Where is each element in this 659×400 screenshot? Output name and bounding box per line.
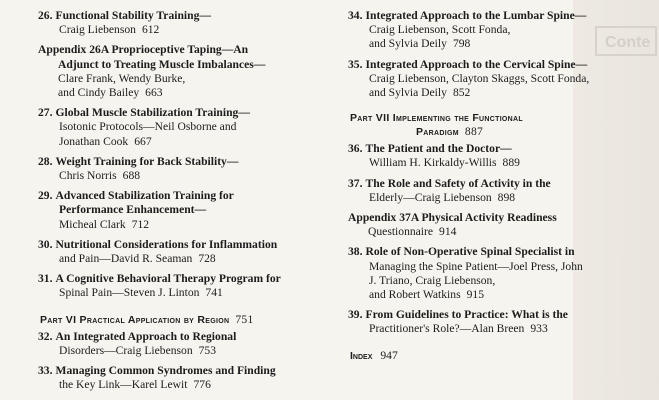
chapter-entry xyxy=(38,9,338,37)
part-label-cont: Paradigm xyxy=(416,126,459,139)
entry-title xyxy=(348,211,640,225)
page-number: 889 xyxy=(502,156,520,170)
page-number: 712 xyxy=(131,217,150,231)
chapter-number: 28. xyxy=(38,154,53,168)
author-line: Managing the Spine Patient—Joel Press, John xyxy=(369,259,583,273)
part-page: 887 xyxy=(464,125,484,139)
chapter-entry xyxy=(348,245,640,302)
appendix-entry xyxy=(348,211,640,239)
page-number: 612 xyxy=(141,23,160,37)
chapter-title: Managing Common Syndromes and Finding xyxy=(55,364,276,378)
chapter-number: 38. xyxy=(348,245,363,259)
entry-title xyxy=(38,189,338,203)
part-heading xyxy=(40,313,338,327)
chapter-number: 33. xyxy=(38,364,53,378)
entry-title xyxy=(38,9,338,23)
chapter-entry xyxy=(38,106,338,149)
chapter-title: From Guidelines to Practice: What is the xyxy=(365,308,568,322)
chapter-number: 37. xyxy=(348,176,363,190)
ghost-heading: Conte xyxy=(595,26,657,56)
chapter-number: 27. xyxy=(38,106,53,120)
part-label: Part VI Practical Application by Region xyxy=(40,313,230,326)
author-line: Jonathan Cook 667 xyxy=(59,134,152,148)
page-number: 933 xyxy=(530,322,548,336)
author-line: and Cindy Bailey 663 xyxy=(58,86,163,100)
page-number: 852 xyxy=(452,86,471,100)
entry-title xyxy=(38,272,338,286)
author-line: Craig Liebenson, Scott Fonda, xyxy=(369,23,511,37)
page-number: 798 xyxy=(452,37,471,51)
author-line: the Key Link—Karel Lewit 776 xyxy=(59,378,211,392)
chapter-title: Integrated Approach to the Cervical Spine— xyxy=(365,57,588,71)
chapter-title: Appendix 37A Physical Activity Readiness xyxy=(348,211,557,225)
entry-title xyxy=(38,330,338,344)
page-number: 915 xyxy=(466,288,484,302)
chapter-entry xyxy=(348,308,640,336)
chapter-title: Appendix 26A Proprioceptive Taping—An xyxy=(38,43,249,57)
chapter-title: Functional Stability Training— xyxy=(55,9,211,22)
author-line: and Sylvia Deily 798 xyxy=(369,37,471,51)
author-line: Practitioner's Role?—Alan Breen 933 xyxy=(369,322,548,336)
left-column xyxy=(38,9,338,398)
chapter-entry xyxy=(38,189,338,232)
chapter-title: The Patient and the Doctor— xyxy=(365,142,512,156)
page-number: 776 xyxy=(193,378,211,392)
chapter-title: Integrated Approach to the Lumbar Spine— xyxy=(365,9,587,22)
author-line: J. Triano, Craig Liebenson, xyxy=(369,273,496,287)
author-line: Disorders—Craig Liebenson 753 xyxy=(59,343,217,357)
page-number: 728 xyxy=(198,252,216,266)
chapter-entry xyxy=(348,58,640,101)
title-continuation: Performance Enhancement— xyxy=(59,203,207,217)
chapter-entry xyxy=(38,272,338,300)
author-line: Micheal Clark 712 xyxy=(59,217,150,231)
entry-title xyxy=(348,58,640,72)
page-number: 741 xyxy=(205,286,223,300)
entry-title xyxy=(348,177,640,191)
chapter-number: 39. xyxy=(348,308,363,322)
part-page: 751 xyxy=(235,312,254,326)
entry-title xyxy=(348,308,640,322)
author-line: and Robert Watkins 915 xyxy=(369,288,484,302)
author-line: Elderly—Craig Liebenson 898 xyxy=(369,190,516,204)
page-number: 914 xyxy=(439,225,457,239)
index-label: Index xyxy=(350,349,373,362)
chapter-title: Nutritional Considerations for Inflammation xyxy=(55,237,278,251)
index-page: 947 xyxy=(380,348,398,362)
entry-title xyxy=(38,364,338,378)
chapter-number: 34. xyxy=(348,9,363,22)
author-line: Clare Frank, Wendy Burke, xyxy=(58,71,186,85)
chapter-number: 30. xyxy=(38,237,53,251)
chapter-number: 29. xyxy=(38,189,53,203)
page-number: 688 xyxy=(122,169,141,183)
entry-title xyxy=(38,106,338,120)
author-line: and Sylvia Deily 852 xyxy=(369,86,471,100)
chapter-entry xyxy=(348,177,640,205)
page-number: 663 xyxy=(145,86,163,100)
entry-title xyxy=(38,43,338,57)
right-column xyxy=(348,9,640,362)
part-label: Part VII Implementing the Functional xyxy=(350,112,523,125)
author-line: Craig Liebenson 612 xyxy=(59,23,160,37)
chapter-title: Advanced Stabilization Training for xyxy=(55,189,234,203)
chapter-entry xyxy=(38,238,338,266)
chapter-title: Role of Non-Operative Spinal Specialist in xyxy=(365,245,575,259)
entry-title xyxy=(348,9,640,23)
chapter-title: The Role and Safety of Activity in the xyxy=(365,176,551,190)
author-line: William H. Kirkaldy-Willis 889 xyxy=(369,156,520,170)
entry-title xyxy=(348,142,640,156)
author-line: Isotonic Protocols—Neil Osborne and xyxy=(59,120,237,134)
chapter-number: 36. xyxy=(348,142,363,156)
author-line: Spinal Pain—Steven J. Linton 741 xyxy=(59,286,223,300)
page-number: 667 xyxy=(134,134,152,148)
chapter-number: 35. xyxy=(348,57,363,71)
chapter-title: A Cognitive Behavioral Therapy Program for xyxy=(55,272,281,286)
entry-title xyxy=(348,245,640,259)
appendix-entry xyxy=(38,43,338,100)
chapter-title: Global Muscle Stabilization Training— xyxy=(55,106,250,120)
chapter-entry xyxy=(348,142,640,170)
page-number: 753 xyxy=(198,343,217,357)
title-continuation: Adjunct to Treating Muscle Imbalances— xyxy=(58,57,266,71)
chapter-entry xyxy=(38,155,338,183)
chapter-number: 26. xyxy=(38,9,53,22)
chapter-title: An Integrated Approach to Regional xyxy=(55,329,237,343)
chapter-entry xyxy=(38,330,338,358)
author-line: Questionnaire 914 xyxy=(368,225,457,239)
author-line: Chris Norris 688 xyxy=(59,169,141,183)
page-number: 898 xyxy=(497,190,516,204)
chapter-title: Weight Training for Back Stability— xyxy=(55,154,239,168)
author-line: and Pain—David R. Seaman 728 xyxy=(59,252,216,266)
chapter-entry xyxy=(348,9,640,52)
entry-title xyxy=(38,238,338,252)
chapter-number: 31. xyxy=(38,272,53,286)
part-heading xyxy=(350,112,640,139)
entry-title xyxy=(38,155,338,169)
chapter-entry xyxy=(38,364,338,392)
chapter-number: 32. xyxy=(38,329,53,343)
author-line: Craig Liebenson, Clayton Skaggs, Scott Fonda, xyxy=(369,71,590,85)
index-entry xyxy=(350,349,640,362)
